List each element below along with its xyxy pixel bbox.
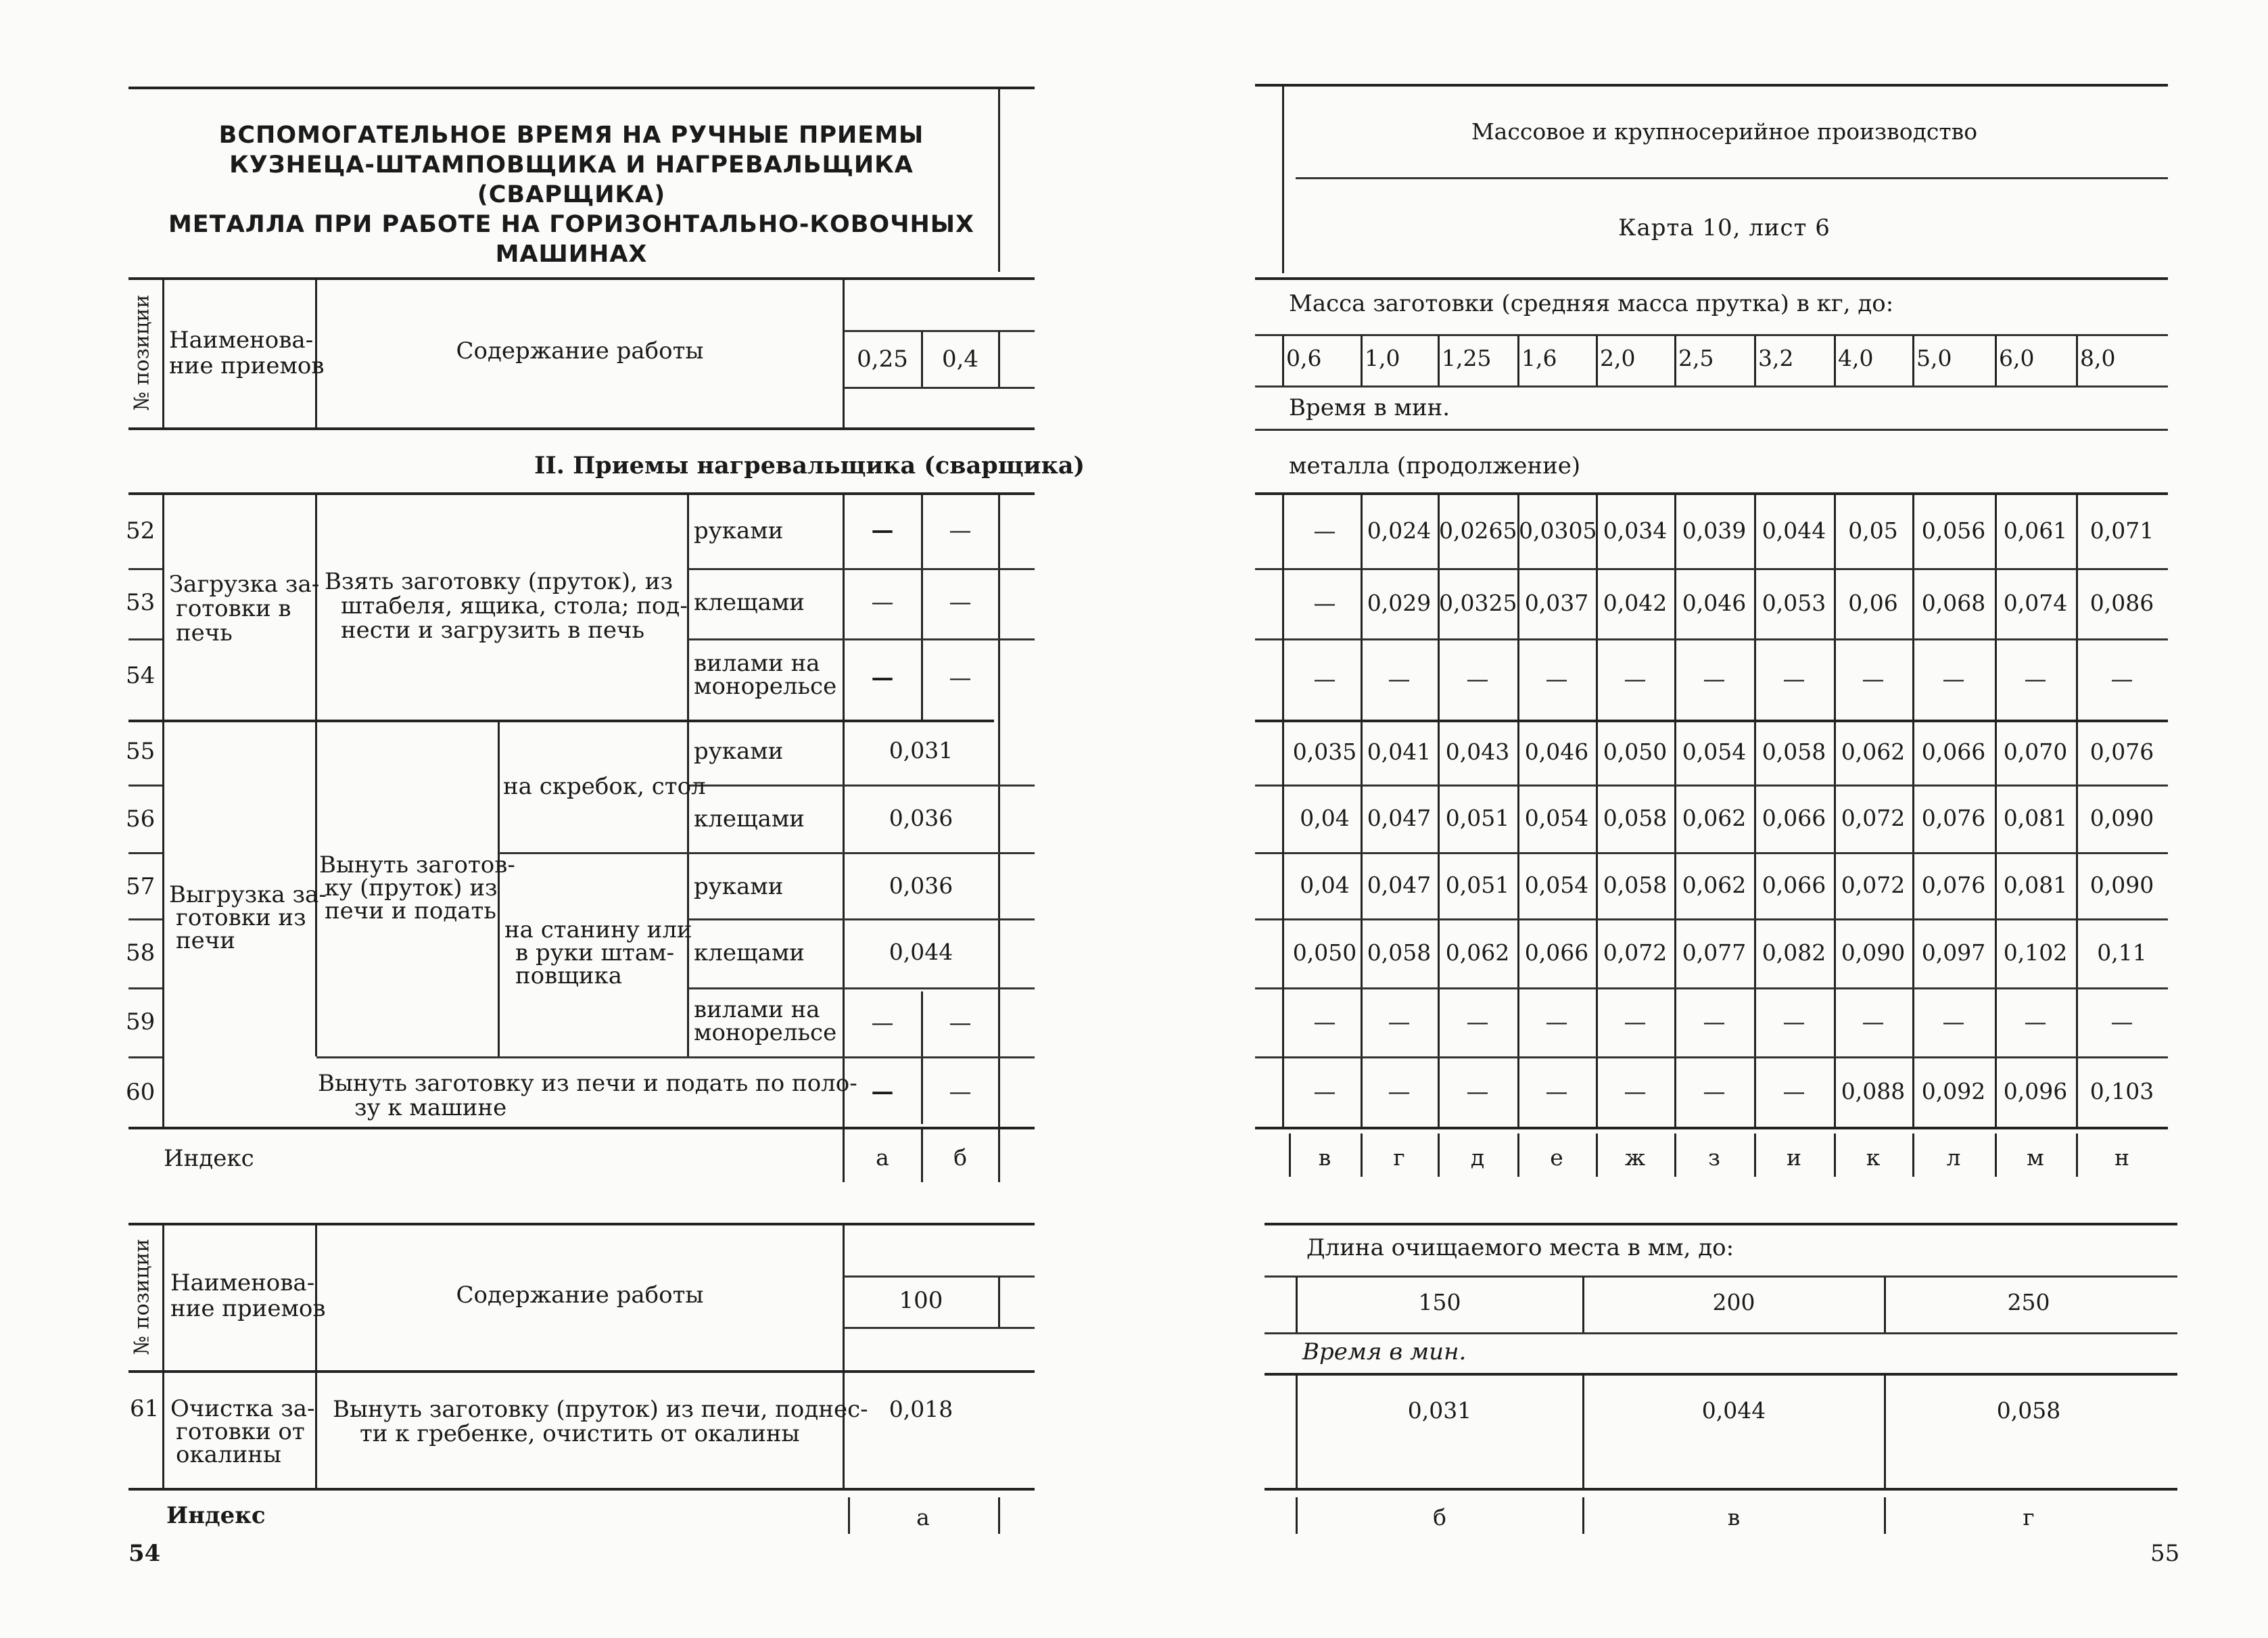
- time-value: 0,058: [1603, 872, 1668, 898]
- time-value: 0,0265: [1439, 517, 1517, 544]
- time-value: 0,037: [1524, 590, 1589, 616]
- time-value: 0,066: [1762, 805, 1826, 831]
- load-name-line: Загрузка за-: [169, 571, 320, 598]
- value-cell: 0,031: [889, 737, 953, 764]
- time-value: 0,072: [1603, 939, 1668, 966]
- content-header: Содержание работы: [456, 1282, 704, 1309]
- value-cell: 0,044: [889, 939, 953, 965]
- position-number: 58: [126, 939, 156, 966]
- time-value: 0,029: [1367, 590, 1432, 616]
- length-value: 150: [1418, 1289, 1461, 1315]
- value-cell: 0,036: [889, 872, 953, 899]
- time-value: 0,031: [1407, 1397, 1472, 1424]
- time-value: —: [1624, 1008, 1647, 1035]
- content-header: Содержание работы: [456, 337, 704, 365]
- destination-hands: [504, 918, 692, 987]
- index-value: г: [1393, 1144, 1405, 1171]
- time-value: 0,05: [1848, 517, 1898, 544]
- time-value: 0,081: [2003, 872, 2068, 898]
- mass-column-header: 6,0: [1999, 345, 2035, 371]
- tool-label: клещами: [694, 589, 805, 616]
- time-value: —: [1545, 1008, 1568, 1035]
- position-label: № позиции: [130, 294, 154, 411]
- value-cell: 0,036: [889, 805, 953, 831]
- time-value: 0,071: [2089, 517, 2154, 544]
- title-line: МАШИНАХ: [495, 241, 648, 268]
- time-value: 0,097: [1921, 939, 1986, 966]
- time-value: 0,054: [1524, 805, 1589, 831]
- time-value: 0,096: [2003, 1078, 2068, 1104]
- time-value: —: [1313, 1078, 1336, 1104]
- index-label: Индекс: [166, 1502, 266, 1529]
- index-value: в: [1318, 1144, 1331, 1171]
- value-cell: —: [871, 517, 894, 543]
- value-cell: —: [949, 664, 972, 691]
- index-value: б: [953, 1144, 967, 1171]
- time-value: 0,090: [2089, 872, 2154, 898]
- unload-content-line: Вынуть заготов-: [319, 851, 515, 879]
- mass-header-value: 0,4: [941, 346, 979, 373]
- time-value: 0,024: [1367, 517, 1432, 544]
- time-value: 0,062: [1445, 939, 1510, 966]
- cleaning-name-line: Очистка за-: [170, 1395, 315, 1422]
- page-number: 54: [128, 1540, 161, 1567]
- time-value: 0,044: [1762, 517, 1826, 544]
- time-value: 0,103: [2089, 1078, 2154, 1104]
- time-value: 0,090: [2089, 805, 2154, 831]
- index-value: д: [1470, 1144, 1485, 1171]
- row60-content: [318, 1071, 857, 1120]
- time-value: —: [1782, 1078, 1805, 1104]
- cleaning-content-line: ти к гребенке, очистить от окалины: [360, 1420, 800, 1447]
- time-value: 0,0325: [1439, 590, 1517, 616]
- time-value: —: [2110, 1008, 2133, 1035]
- destination-hands-line: на станину или: [504, 916, 692, 943]
- time-value: —: [2024, 1008, 2047, 1035]
- time-value: 0,072: [1841, 805, 1906, 831]
- section-title: II. Приемы нагревальщика (сварщика): [534, 452, 1085, 479]
- mass-column-header: 1,6: [1521, 345, 1557, 371]
- time-value: —: [1313, 665, 1336, 692]
- time-value: 0,035: [1292, 739, 1357, 765]
- time-value: 0,046: [1524, 739, 1589, 765]
- time-value: 0,11: [2097, 939, 2147, 966]
- time-value: 0,06: [1848, 590, 1898, 616]
- index-label: Индекс: [164, 1145, 254, 1172]
- mass-column-header: 8,0: [2080, 345, 2116, 371]
- time-value: 0,054: [1682, 739, 1747, 765]
- time-value: 0,041: [1367, 739, 1432, 765]
- unload-content-line: ку (пруток) из: [325, 874, 498, 902]
- production-type: Массовое и крупносерийное производство: [1471, 118, 1978, 145]
- time-value: 0,047: [1367, 805, 1432, 831]
- index-value: и: [1787, 1144, 1801, 1171]
- time-value: 0,072: [1841, 872, 1906, 898]
- time-value: 0,0305: [1519, 517, 1597, 544]
- tool-label-line: монорельсе: [694, 673, 837, 700]
- time-value: —: [2024, 665, 2047, 692]
- time-value: 0,090: [1841, 939, 1906, 966]
- time-label: Время в мин.: [1302, 1338, 1467, 1365]
- mass-column-header: 1,25: [1442, 345, 1492, 371]
- time-value: 0,070: [2003, 739, 2068, 765]
- time-value: 0,054: [1524, 872, 1589, 898]
- time-value: —: [1313, 517, 1336, 544]
- time-value: —: [1942, 1008, 1965, 1035]
- time-value: 0,088: [1841, 1078, 1906, 1104]
- time-value: 0,074: [2003, 590, 2068, 616]
- time-value: 0,050: [1292, 939, 1357, 966]
- time-value: —: [1624, 1078, 1647, 1104]
- unload-name-line: Выгрузка за-: [169, 881, 327, 908]
- mass-column-header: 1,0: [1365, 345, 1400, 371]
- position-number: 52: [126, 517, 156, 544]
- load-name-line: готовки в: [176, 595, 291, 622]
- time-value: 0,066: [1762, 872, 1826, 898]
- load-content-line: штабеля, ящика, стола; под-: [341, 592, 688, 619]
- mass-column-header: 0,6: [1286, 345, 1322, 371]
- time-value: 0,061: [2003, 517, 2068, 544]
- tool-label: руками: [694, 873, 784, 900]
- cleaning-name-line: окалины: [176, 1441, 281, 1468]
- mass-column-header: 3,2: [1758, 345, 1794, 371]
- time-value: 0,076: [1921, 872, 1986, 898]
- value-cell: —: [871, 664, 894, 691]
- time-value: 0,042: [1603, 590, 1668, 616]
- index-value: е: [1550, 1144, 1563, 1171]
- time-value: 0,058: [1367, 939, 1432, 966]
- title-line: ВСПОМОГАТЕЛЬНОЕ ВРЕМЯ НА РУЧНЫЕ ПРИЕМЫ: [218, 122, 924, 149]
- title-line: КУЗНЕЦА-ШТАМПОВЩИКА И НАГРЕВАЛЬЩИКА (СВАРЩИКА): [229, 151, 914, 208]
- time-value: 0,062: [1682, 805, 1747, 831]
- time-value: 0,062: [1841, 739, 1906, 765]
- value-cell: —: [949, 1009, 972, 1035]
- mass-header: Масса заготовки (средняя масса прутка) в кг, до:: [1289, 290, 1894, 317]
- unload-content: [319, 851, 515, 925]
- value-cell: —: [949, 1078, 972, 1104]
- time-value: 0,04: [1300, 872, 1350, 898]
- tool-label: клещами: [694, 939, 805, 966]
- cleaning-content: [333, 1397, 868, 1446]
- unload-name-line: готовки из: [176, 904, 306, 931]
- index-value: м: [2027, 1144, 2044, 1171]
- unload-name-line: печи: [176, 927, 235, 954]
- load-name-line: печь: [176, 619, 233, 647]
- time-value: 0,092: [1921, 1078, 1986, 1104]
- load-content: [325, 569, 688, 642]
- index-value: к: [1866, 1144, 1881, 1171]
- time-value: 0,058: [1603, 805, 1668, 831]
- time-value: —: [1466, 665, 1489, 692]
- value-cell: —: [871, 1009, 894, 1035]
- index-value: л: [1946, 1144, 1961, 1171]
- mass-column-header: 4,0: [1838, 345, 1874, 371]
- name-header-line: ние приемов: [170, 1295, 326, 1322]
- value-cell: —: [871, 588, 894, 615]
- time-value: —: [1703, 1078, 1726, 1104]
- time-value: —: [1466, 1078, 1489, 1104]
- time-value: 0,044: [1701, 1397, 1766, 1424]
- time-value: —: [1313, 1008, 1336, 1035]
- position-number: 61: [130, 1395, 160, 1422]
- time-value: 0,051: [1445, 872, 1510, 898]
- tool-label: [694, 998, 836, 1044]
- time-value: 0,062: [1682, 872, 1747, 898]
- time-value: —: [1782, 1008, 1805, 1035]
- time-value: —: [1942, 665, 1965, 692]
- time-value: —: [1862, 1008, 1885, 1035]
- time-value: 0,034: [1603, 517, 1668, 544]
- index-value: г: [2023, 1504, 2035, 1530]
- row60-content-line: зу к машине: [354, 1094, 507, 1121]
- time-label: Время в мин.: [1289, 394, 1450, 421]
- position-number: 57: [126, 873, 156, 900]
- position-number: 54: [126, 662, 156, 689]
- name-header-line: Наименова-: [170, 1269, 315, 1296]
- index-value: б: [1433, 1504, 1446, 1530]
- time-value: 0,066: [1524, 939, 1589, 966]
- index-value: ж: [1624, 1144, 1646, 1171]
- time-value: 0,077: [1682, 939, 1747, 966]
- time-value: 0,058: [1996, 1397, 2061, 1424]
- time-value: 0,051: [1445, 805, 1510, 831]
- index-value: а: [876, 1144, 889, 1171]
- name-header-line: ние приемов: [169, 352, 325, 379]
- time-value: 0,086: [2089, 590, 2154, 616]
- time-value: —: [1388, 1078, 1411, 1104]
- time-value: —: [1703, 665, 1726, 692]
- row60-content-line: Вынуть заготовку из печи и подать по поло-: [318, 1070, 857, 1097]
- time-value: 0,050: [1603, 739, 1668, 765]
- tool-label: руками: [694, 517, 784, 544]
- mass-column-header: 2,5: [1678, 345, 1714, 371]
- time-value: 0,04: [1300, 805, 1350, 831]
- index-value: в: [1727, 1504, 1741, 1530]
- time-value: 0,066: [1921, 739, 1986, 765]
- time-value: —: [1782, 665, 1805, 692]
- title-line: МЕТАЛЛА ПРИ РАБОТЕ НА ГОРИЗОНТАЛЬНО-КОВОЧНЫХ: [168, 211, 975, 238]
- time-value: —: [1703, 1008, 1726, 1035]
- position-number: 60: [126, 1079, 156, 1106]
- position-label: № позиции: [130, 1238, 154, 1355]
- time-value: 0,039: [1682, 517, 1747, 544]
- tool-label: клещами: [694, 805, 805, 833]
- page-title: [156, 120, 987, 269]
- position-number: 53: [126, 589, 156, 616]
- mass-header-value: 0,25: [857, 346, 908, 373]
- mass-column-header: 2,0: [1600, 345, 1636, 371]
- tool-label: руками: [694, 738, 784, 765]
- time-value: —: [1545, 1078, 1568, 1104]
- position-number: 59: [126, 1008, 156, 1035]
- length-header: Длина очищаемого места в мм, до:: [1306, 1234, 1734, 1261]
- time-value: —: [1388, 665, 1411, 692]
- time-value: 0,076: [2089, 739, 2154, 765]
- time-value: 0,043: [1445, 739, 1510, 765]
- time-value: 0,076: [1921, 805, 1986, 831]
- card-number: Карта 10, лист 6: [1618, 214, 1830, 241]
- time-value: —: [1388, 1008, 1411, 1035]
- time-value: —: [1862, 665, 1885, 692]
- cleaning-name: [170, 1397, 315, 1466]
- name-header: [169, 327, 325, 379]
- load-name: [169, 572, 319, 645]
- mass-column-header: 5,0: [1916, 345, 1952, 371]
- cleaning-content-line: Вынуть заготовку (пруток) из печи, поднес-: [333, 1396, 868, 1423]
- page-number: 55: [2150, 1540, 2180, 1567]
- tool-label-line: вилами на: [694, 996, 820, 1023]
- index-value: н: [2115, 1144, 2129, 1171]
- tool-label: [694, 652, 836, 698]
- unload-content-line: печи и подать: [325, 897, 496, 925]
- length-header-value: 100: [899, 1287, 943, 1314]
- time-value: —: [1466, 1008, 1489, 1035]
- time-value: 0,046: [1682, 590, 1747, 616]
- unload-name: [169, 883, 327, 952]
- length-value: 200: [1712, 1289, 1755, 1315]
- time-value: —: [2110, 665, 2133, 692]
- value-cell: —: [949, 588, 972, 615]
- index-value: з: [1708, 1144, 1720, 1171]
- position-number: 55: [126, 738, 156, 765]
- destination-hands-line: в руки штам-: [515, 939, 675, 966]
- tool-label-line: вилами на: [694, 650, 820, 677]
- time-value: —: [1313, 590, 1336, 616]
- time-value: 0,082: [1762, 939, 1826, 966]
- time-value: 0,047: [1367, 872, 1432, 898]
- position-number: 56: [126, 805, 156, 833]
- tool-label-line: монорельсе: [694, 1019, 837, 1046]
- time-value: 0,068: [1921, 590, 1986, 616]
- load-content-line: Взять заготовку (пруток), из: [325, 568, 673, 595]
- continuation-label: металла (продолжение): [1289, 452, 1581, 479]
- load-content-line: нести и загрузить в печь: [341, 617, 645, 644]
- time-value: —: [1545, 665, 1568, 692]
- index-value: а: [916, 1504, 930, 1530]
- name-header-line: Наименова-: [169, 327, 314, 354]
- destination-hands-line: повщика: [515, 962, 623, 989]
- time-value: 0,102: [2003, 939, 2068, 966]
- name-header: [170, 1270, 326, 1321]
- time-value: 0,056: [1921, 517, 1986, 544]
- value-cell: —: [871, 1078, 894, 1104]
- length-value: 250: [2007, 1289, 2050, 1315]
- value-cell: —: [949, 517, 972, 543]
- time-value: 0,081: [2003, 805, 2068, 831]
- cleaning-name-line: готовки от: [176, 1418, 305, 1445]
- time-value: 0,053: [1762, 590, 1826, 616]
- destination-table: на скребок, стол: [503, 773, 706, 800]
- time-value: —: [1624, 665, 1647, 692]
- value-cell: 0,018: [889, 1396, 953, 1422]
- time-value: 0,058: [1762, 739, 1826, 765]
